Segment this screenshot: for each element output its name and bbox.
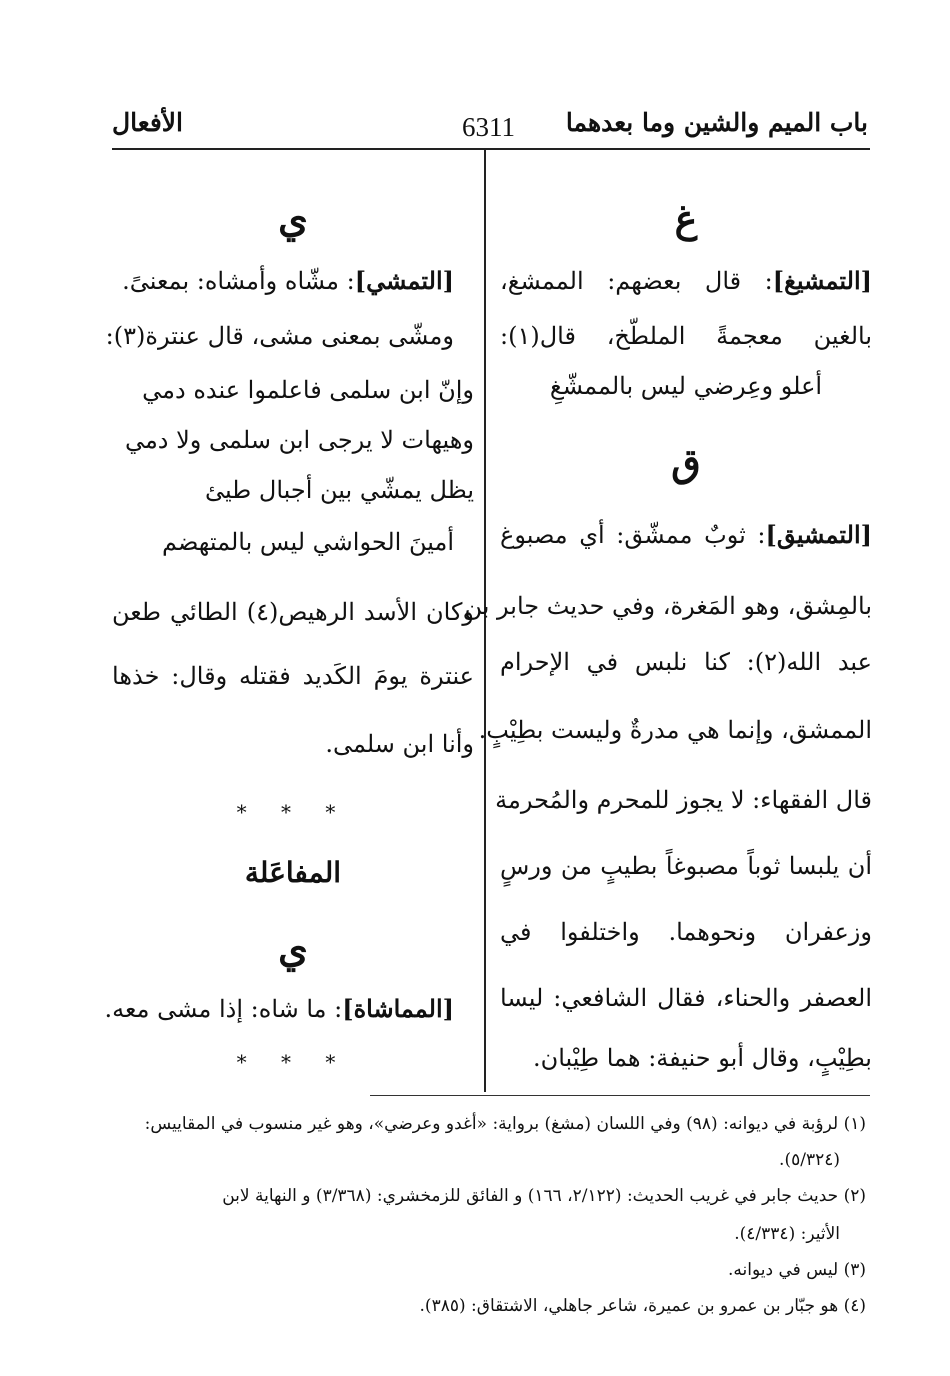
entry-line: الممشق، وإنما هي مدرةٌ وليست بطِيْبٍ. [478,716,872,744]
entry-line: عنترة يومَ الكَديد فقتله وقال: خذها [112,662,474,690]
footnote-4: (٤) هو جبّار بن عمرو بن عميرة، شاعر جاهلي، الاشتقاق: (٣٨٥). [419,1296,866,1316]
entry-line [500,520,872,549]
heading-ghain: غ [674,196,698,241]
entry-line: عبد الله(٢): كنا نلبس في الإحرام [500,648,872,676]
entry-line: أن يلبسا ثوباً مصبوغاً بطيبٍ من ورسٍ [500,852,872,880]
entry-term: [المماشاة] [342,994,454,1023]
header-divider [112,148,870,150]
entry-term: [التمشي] [354,266,454,295]
footnote-divider [370,1095,870,1096]
entry-line: قال الفقهاء: لا يجوز للمحرم والمُحرمة [495,786,872,814]
heading-ya-2: ي [278,926,308,971]
page-number: 6311 [462,112,515,142]
entry-line: العصفر والحناء، فقال الشافعي: ليسا [500,984,872,1012]
entry-text: : ثوبٌ ممشّق: أي مصبوغ [500,521,766,549]
footnote-3: (٣) ليس في ديوانه. [728,1260,866,1280]
column-divider [484,150,486,1092]
chapter-title: باب الميم والشين وما بعدهما [565,108,868,137]
entry-line: وزعفران ونحوهما. واختلفوا في [500,918,872,946]
section-separator: * * * [236,1050,350,1074]
entry-line [112,266,454,295]
section-heading-mufaala: المفاعَلة [244,856,342,889]
footnote-1-cont: (٥/٣٢٤). [779,1150,840,1170]
entry-line: بالمِشق، وهو المَغرة، وفي حديث جابر بن [464,592,872,620]
verse-line: وإنّ ابن سلمى فاعلموا عنده دمي [142,376,474,404]
entry-text: : مشّاه وأمشاه: بمعنىً. [122,267,355,295]
entry-text: : ما شاه: إذا مشى معه. [104,995,343,1023]
entry-line: وكان الأسد الرهيص(٤) الطائي طعن [112,598,474,626]
footnote-2: (٢) حديث جابر في غريب الحديث: (٢/١٢٢، ١٦٦) و الفائق للزمخشري: (٣/٣٦٨) و النهاية لابن [222,1186,866,1206]
entry-term: [التمشيغ] [772,266,872,295]
entry-line: بالغين معجمةً الملطّخ، قال(١): [500,322,872,350]
heading-ya: ي [278,196,308,241]
entry-term: [التمشيق] [765,520,872,549]
footnote-1: (١) لرؤبة في ديوانه: (٩٨) وفي اللسان (مشغ) برواية: «أغدو وعرضي»، وهو غير منسوب في المقاييس: [144,1114,866,1134]
entry-line: بطِيْبٍ، وقال أبو حنيفة: هما طِيْبان. [532,1044,872,1072]
section-title: الأفعال [112,108,183,137]
entry-line: ومشّى بمعنى مشى، قال عنترة(٣): [105,322,454,350]
verse-line: يظل يمشّي بين أجبال طيئ [204,476,474,504]
verse-line: أعلو وعِرضي ليس بالممشّغِ [549,372,823,400]
section-separator: * * * [236,800,350,824]
entry-text: : قال بعضهم: الممشغ، [500,267,773,295]
verse-line: أمينَ الحواشي ليس بالمتهضم [162,528,454,556]
entry-line [104,994,454,1023]
footnote-2-cont: الأثير: (٤/٣٣٤). [734,1224,840,1244]
entry-line [500,266,872,295]
heading-qaf: ق [671,440,701,485]
verse-line: وهيهات لا يرجى ابن سلمى ولا دمي [124,426,474,454]
entry-line: وأنا ابن سلمى. [325,730,474,758]
